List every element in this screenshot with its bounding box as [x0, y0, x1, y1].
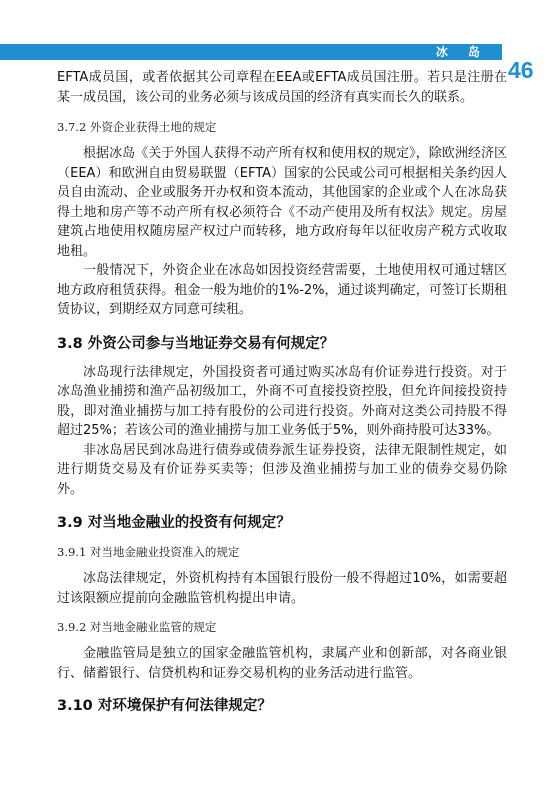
paragraph: 根据冰岛《关于外国人获得不动产所有权和使用权的规定》，除欧洲经济区（EEA）和欧洲自由贸易联盟（EFTA）国家的公民或公司可根据相关条约因人员自由流动、企业或服务开办权和资本流动，其他国家的企业或个人在冰岛获得土地和房产等不动产所有权必须符合《不动产使用及所有权法》规定。房屋建筑占地使用权随房屋产权过户而转移，地方政府每年以征收房产税方式收取地租。: [57, 146, 507, 259]
section-heading: 3.8 外资公司参与当地证券交易有何规定？: [57, 335, 335, 352]
page-body: [57, 68, 507, 716]
paragraph: 金融监管局是独立的国家金融监管机构，隶属产业和创新部，对各商业银行、储蓄银行、信贷机构和证券交易机构的业务活动进行监管。: [57, 646, 507, 681]
section-heading: 3.10 对环境保护有何法律规定？: [57, 698, 272, 714]
paragraph: EFTA成员国，或者依据其公司章程在EEA或EFTA成员国注册。若只是注册在某一成员国，该公司的业务必须与该成员国的经济有真实而长久的联系。: [57, 70, 507, 105]
paragraph: 一般情况下，外资企业在冰岛如因投资经营需要，土地使用权可通过辖区地方政府租赁获得。租金一般为地价的1%-2%，通过谈判确定，可签订长期租赁协议，到期经双方同意可续租。: [57, 263, 507, 317]
section-heading: 3.9 对当地金融业的投资有何规定？: [57, 515, 291, 531]
header-band: [0, 44, 502, 60]
subsection-heading: 3.9.1 对当地金融业投资准入的规定: [57, 545, 240, 559]
subsection-heading: 3.9.2 对当地金融业监管的规定: [57, 620, 217, 634]
paragraph: 冰岛法律规定，外资机构持有本国银行股份一般不得超过10%，如需要超过该限额应提前向金融监管机构提出申请。: [57, 571, 507, 606]
paragraph: 非冰岛居民到冰岛进行债券或债券派生证券投资，法律无限制性规定，如进行期货交易及有价证券买卖等；但涉及渔业捕捞与加工业的债券交易仍除外。: [57, 442, 507, 497]
subsection-heading: 3.7.2 外资企业获得土地的规定: [57, 120, 217, 134]
header-title: 冰 岛: [435, 45, 488, 59]
page-number: 46: [508, 57, 534, 83]
paragraph: 冰岛现行法律规定，外国投资者可通过购买冰岛有价证券进行投资。对于冰岛渔业捕捞和渔产品初级加工，外商不可直接投资控股，但允许间接投资持股，即对渔业捕捞与加工持有股份的公司进行投资。外商对这类公司持股不得超过25%；若该公司的渔业捕捞与加工业务低于5%，则外商持股可达33%。: [57, 364, 507, 438]
